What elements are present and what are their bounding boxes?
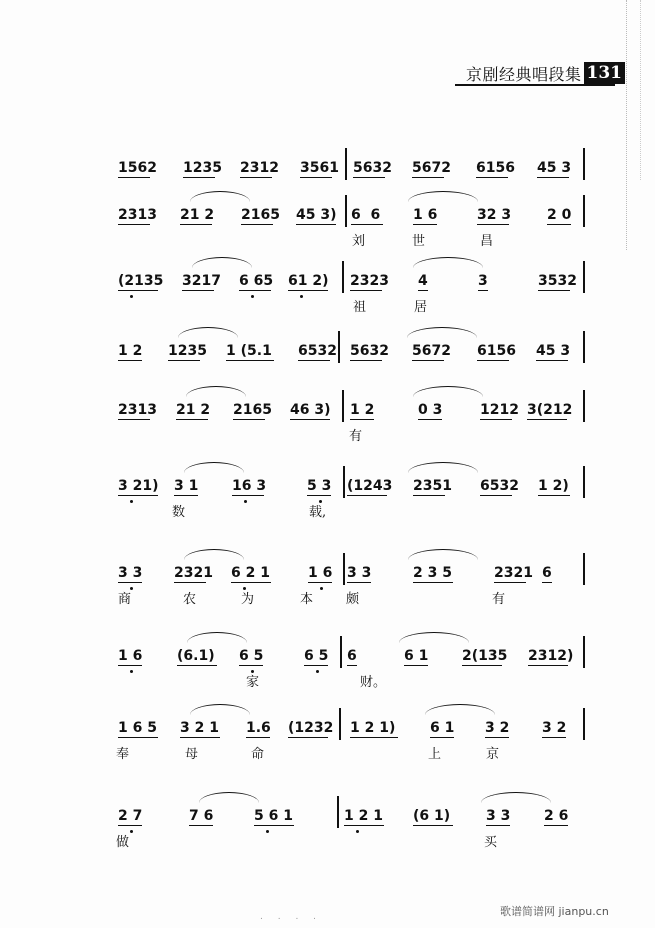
note-group: 5632 [350, 343, 389, 359]
beam-line [350, 737, 398, 738]
beam-line [412, 177, 444, 178]
beam-line [296, 224, 336, 225]
beam-line [480, 495, 512, 496]
note-group: 2165 [241, 207, 280, 223]
bar-line [583, 390, 585, 422]
beam-line [538, 290, 570, 291]
lyric-char: 载, [309, 505, 327, 520]
beam-line [232, 495, 264, 496]
slur-mark [399, 632, 469, 643]
lyric-char: 母 [185, 747, 199, 762]
lyric-char: 上 [428, 747, 442, 762]
beam-line [254, 825, 294, 826]
score-line [0, 402, 655, 462]
beam-line [183, 177, 215, 178]
note-group: 2(135 [462, 648, 508, 664]
octave-dot [243, 587, 246, 590]
note-group: 21 2 [176, 402, 211, 418]
bar-line [583, 195, 585, 227]
beam-line [418, 419, 442, 420]
beam-line [180, 737, 220, 738]
bar-line [583, 261, 585, 293]
octave-dot [130, 295, 133, 298]
footer-dots: . . . . [260, 912, 323, 922]
beam-line [350, 290, 382, 291]
lyric-char: 有 [349, 429, 363, 444]
note-group: 3 21) [118, 478, 159, 494]
bar-line [345, 148, 347, 180]
page-number: 131 [584, 62, 626, 84]
beam-line [413, 825, 453, 826]
beam-line [180, 224, 212, 225]
beam-line [413, 495, 445, 496]
beam-line [118, 825, 142, 826]
bar-line [337, 796, 339, 828]
bar-line [343, 553, 345, 585]
beam-line [174, 495, 198, 496]
note-group: 5 6 1 [254, 808, 293, 824]
note-group: 32 3 [477, 207, 512, 223]
header-rule [455, 84, 615, 86]
note-group: 6156 [476, 160, 515, 176]
note-group: 1 6 5 [118, 720, 157, 736]
note-group: (6 1) [413, 808, 451, 824]
note-group: 2313 [118, 402, 157, 418]
note-group: 2313 [118, 207, 157, 223]
beam-line [174, 582, 206, 583]
score-line [0, 808, 655, 868]
note-group: 1 2) [538, 478, 569, 494]
slur-mark [481, 792, 551, 803]
beam-line [182, 290, 214, 291]
note-group: 3 2 [542, 720, 567, 736]
beam-line [537, 177, 569, 178]
lyric-char: 为 [241, 592, 255, 607]
note-group: 46 3) [290, 402, 331, 418]
book-title: 京剧经典唱段集 [466, 64, 582, 84]
lyric-char: 有 [492, 592, 506, 607]
bar-line [343, 466, 345, 498]
beam-line [177, 665, 217, 666]
note-group: 45 3) [296, 207, 337, 223]
note-group: (2135 [118, 273, 164, 289]
beam-line [288, 290, 328, 291]
lyric-char: 居 [414, 300, 428, 315]
beam-line [118, 224, 150, 225]
bar-line [583, 148, 585, 180]
beam-line [168, 360, 200, 361]
note-group: 45 3 [537, 160, 572, 176]
note-group: 2 7 [118, 808, 143, 824]
note-group: 1 6 [413, 207, 438, 223]
beam-line [226, 360, 274, 361]
octave-dot [130, 830, 133, 833]
slur-mark [408, 549, 478, 560]
octave-dot [266, 830, 269, 833]
lyric-char: 颇 [346, 592, 360, 607]
note-group: 1 (5.1 [226, 343, 272, 359]
bar-line [583, 553, 585, 585]
note-group: 61 2) [288, 273, 329, 289]
note-group: 3561 [300, 160, 339, 176]
beam-line [246, 737, 270, 738]
note-group: 1 2 1) [350, 720, 396, 736]
lyric-char: 京 [486, 747, 500, 762]
slur-mark [187, 632, 247, 643]
note-group: 6 5 [304, 648, 329, 664]
octave-dot [356, 830, 359, 833]
note-group: 2 3 5 [413, 565, 452, 581]
note-group: 3 2 [485, 720, 510, 736]
note-group: 2 0 [547, 207, 572, 223]
bar-line [342, 390, 344, 422]
note-group: 1 6 [118, 648, 143, 664]
bar-line [583, 708, 585, 740]
beam-line [404, 665, 428, 666]
bar-line [583, 331, 585, 363]
lyric-char: 做 [116, 835, 130, 850]
octave-dot [316, 670, 319, 673]
beam-line [231, 582, 271, 583]
beam-line [542, 737, 566, 738]
note-group: 2321 [494, 565, 533, 581]
beam-line [485, 737, 509, 738]
note-group: 0 3 [418, 402, 443, 418]
octave-dot [244, 500, 247, 503]
beam-line [189, 825, 213, 826]
note-group: 1 2 [118, 343, 143, 359]
note-group: 2165 [233, 402, 272, 418]
note-group: 1 2 [350, 402, 375, 418]
note-group: 1235 [168, 343, 207, 359]
beam-line [477, 360, 509, 361]
beam-line [547, 224, 571, 225]
note-group: 1212 [480, 402, 519, 418]
score-line [0, 207, 655, 267]
note-group: 21 2 [180, 207, 215, 223]
bar-line [345, 195, 347, 227]
lyric-char: 财。 [360, 675, 387, 690]
note-group: 1235 [183, 160, 222, 176]
note-group: 2321 [174, 565, 213, 581]
note-group: 3 3 [347, 565, 372, 581]
note-group: 2351 [413, 478, 452, 494]
beam-line [118, 582, 142, 583]
beam-line [412, 360, 444, 361]
beam-line [118, 665, 142, 666]
beam-line [241, 224, 273, 225]
beam-line [351, 224, 383, 225]
note-group: 2312) [528, 648, 574, 664]
note-group: 2 6 [544, 808, 569, 824]
note-group: 3 [478, 273, 488, 289]
beam-line [298, 360, 330, 361]
note-group: 5 3 [307, 478, 332, 494]
octave-dot [130, 670, 133, 673]
note-group: 6156 [477, 343, 516, 359]
beam-line [288, 737, 328, 738]
beam-line [418, 290, 428, 291]
note-group: 2323 [350, 273, 389, 289]
note-group: 3(212 [527, 402, 573, 418]
beam-line [347, 582, 371, 583]
beam-line [118, 495, 158, 496]
note-group: (6.1) [177, 648, 215, 664]
beam-line [118, 419, 150, 420]
beam-line [413, 224, 437, 225]
beam-line [542, 582, 552, 583]
note-group: 3532 [538, 273, 577, 289]
scan-edge-mark [640, 0, 642, 180]
beam-line [350, 419, 374, 420]
beam-line [494, 582, 526, 583]
note-group: (1243 [347, 478, 393, 494]
beam-line [347, 495, 387, 496]
note-group: 7 6 [189, 808, 214, 824]
note-group: 6 [542, 565, 552, 581]
lyric-char: 世 [412, 234, 426, 249]
beam-line [528, 665, 568, 666]
beam-line [290, 419, 330, 420]
note-group: 4 [418, 273, 428, 289]
note-group: 3 2 1 [180, 720, 219, 736]
beam-line [118, 737, 158, 738]
note-group: (1232 [288, 720, 334, 736]
note-group: 5672 [412, 160, 451, 176]
beam-line [486, 825, 510, 826]
beam-line [476, 177, 508, 178]
note-group: 45 3 [536, 343, 571, 359]
score-line [0, 648, 655, 708]
beam-line [344, 825, 384, 826]
beam-line [233, 419, 265, 420]
note-group: 1 2 1 [344, 808, 383, 824]
beam-line [239, 290, 271, 291]
score-line [0, 478, 655, 538]
lyric-char: 本 [300, 592, 314, 607]
note-group: 1562 [118, 160, 157, 176]
slur-mark [408, 462, 478, 473]
bar-line [340, 636, 342, 668]
note-group: 6 2 1 [231, 565, 270, 581]
lyric-char: 刘 [352, 234, 366, 249]
bar-line [339, 708, 341, 740]
beam-line [118, 360, 142, 361]
beam-line [527, 419, 567, 420]
beam-line [536, 360, 568, 361]
score-line [0, 565, 655, 625]
note-group: 6 1 [430, 720, 455, 736]
beam-line [300, 177, 332, 178]
beam-line [304, 665, 328, 666]
lyric-char: 奉 [116, 747, 130, 762]
octave-dot [130, 500, 133, 503]
bar-line [338, 331, 340, 363]
beam-line [350, 360, 382, 361]
slur-mark [199, 792, 259, 803]
lyric-char: 命 [251, 747, 265, 762]
beam-line [478, 290, 488, 291]
note-group: 3 3 [118, 565, 143, 581]
beam-line [176, 419, 208, 420]
bar-line [583, 636, 585, 668]
note-group: 6 1 [404, 648, 429, 664]
lyric-char: 商 [118, 592, 132, 607]
octave-dot [251, 670, 254, 673]
lyric-char: 家 [246, 675, 260, 690]
lyric-char: 农 [183, 592, 197, 607]
beam-line [240, 177, 272, 178]
note-group: 3 1 [174, 478, 199, 494]
score-line [0, 343, 655, 403]
note-group: 6 6 [351, 207, 381, 223]
page-header [466, 62, 625, 84]
lyric-char: 祖 [353, 300, 367, 315]
beam-line [413, 582, 453, 583]
lyric-char: 昌 [480, 234, 494, 249]
note-group: 6532 [480, 478, 519, 494]
beam-line [353, 177, 385, 178]
beam-line [118, 177, 150, 178]
beam-line [347, 665, 357, 666]
octave-dot [300, 295, 303, 298]
octave-dot [130, 587, 133, 590]
note-group: 5632 [353, 160, 392, 176]
beam-line [538, 495, 570, 496]
slur-mark [184, 462, 244, 473]
bar-line [583, 466, 585, 498]
note-group: 6 65 [239, 273, 274, 289]
beam-line [430, 737, 454, 738]
note-group: 5672 [412, 343, 451, 359]
slur-mark [184, 549, 244, 560]
lyric-char: 数 [172, 505, 186, 520]
beam-line [239, 665, 263, 666]
octave-dot [251, 295, 254, 298]
note-group: 6 5 [239, 648, 264, 664]
score-line [0, 720, 655, 780]
beam-line [462, 665, 502, 666]
note-group: 2312 [240, 160, 279, 176]
note-group: 1 6 [308, 565, 333, 581]
beam-line [480, 419, 512, 420]
lyric-char: 买 [484, 835, 498, 850]
watermark: 歌谱简谱网 jianpu.cn [500, 905, 609, 918]
note-group: 3 3 [486, 808, 511, 824]
note-group: 1.6 [246, 720, 271, 736]
bar-line [342, 261, 344, 293]
beam-line [308, 582, 332, 583]
note-group: 16 3 [232, 478, 267, 494]
note-group: 6 [347, 648, 357, 664]
note-group: 3217 [182, 273, 221, 289]
beam-line [477, 224, 509, 225]
beam-line [544, 825, 568, 826]
octave-dot [319, 500, 322, 503]
beam-line [118, 290, 158, 291]
score-line [0, 273, 655, 333]
octave-dot [320, 587, 323, 590]
beam-line [307, 495, 331, 496]
note-group: 6532 [298, 343, 337, 359]
